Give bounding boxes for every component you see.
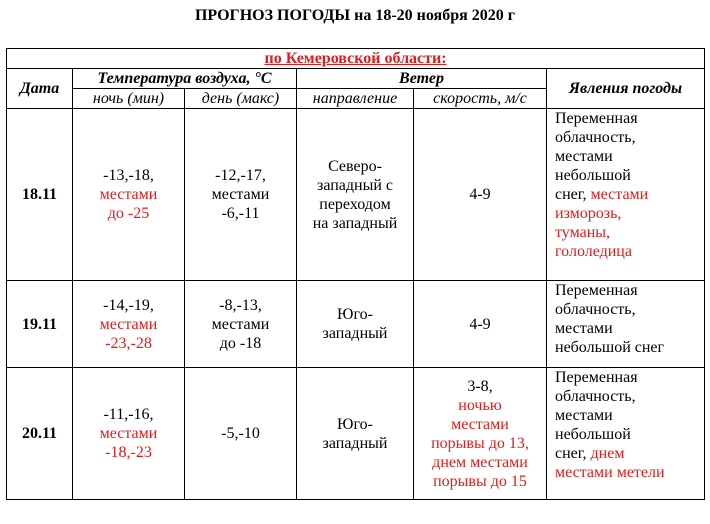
forecast-table — [6, 48, 705, 500]
page-title: ПРОГНОЗ ПОГОДЫ на 18-20 ноября 2020 г — [194, 7, 516, 24]
header-speed: скорость, м/с — [414, 89, 547, 109]
wind-speed: 4-9 — [414, 109, 547, 281]
day-temp: -5,-10 — [185, 368, 297, 500]
header-direction: направление — [297, 89, 414, 109]
wind-direction: Юго- западный — [297, 368, 414, 500]
weather-phenomena: Переменная облачность, местами небольшой снег, днем местами метели — [547, 368, 705, 500]
wind-speed: 3-8, ночью местами порывы до 13, днем местами порывы до 15 — [414, 368, 547, 500]
night-temp: -13,-18, местами до -25 — [73, 109, 185, 281]
header-day: день (макс) — [185, 89, 297, 109]
night-temp: -14,-19, местами -23,-28 — [73, 281, 185, 368]
header-temperature: Температура воздуха, °С — [73, 69, 297, 89]
day-temp: -12,-17, местами -6,-11 — [185, 109, 297, 281]
row-date: 18.11 — [7, 109, 73, 281]
weather-phenomena: Переменная облачность, местами небольшой снег, местами изморозь, туманы, гололедица — [547, 109, 705, 281]
header-phenomena: Явления погоды — [547, 69, 705, 109]
row-date: 20.11 — [7, 368, 73, 500]
wind-direction: Юго- западный — [297, 281, 414, 368]
wind-speed: 4-9 — [414, 281, 547, 368]
header-night: ночь (мин) — [73, 89, 185, 109]
region-header: по Кемеровской области: — [7, 49, 705, 69]
table-row — [7, 281, 705, 368]
header-wind: Ветер — [297, 69, 547, 89]
table-row — [7, 109, 705, 281]
day-temp: -8,-13, местами до -18 — [185, 281, 297, 368]
night-temp: -11,-16, местами -18,-23 — [73, 368, 185, 500]
table-row — [7, 368, 705, 500]
wind-direction: Северо- западный с переходом на западный — [297, 109, 414, 281]
row-date: 19.11 — [7, 281, 73, 368]
header-date: Дата — [7, 69, 73, 109]
weather-phenomena: Переменная облачность, местами небольшой снег — [547, 281, 705, 368]
